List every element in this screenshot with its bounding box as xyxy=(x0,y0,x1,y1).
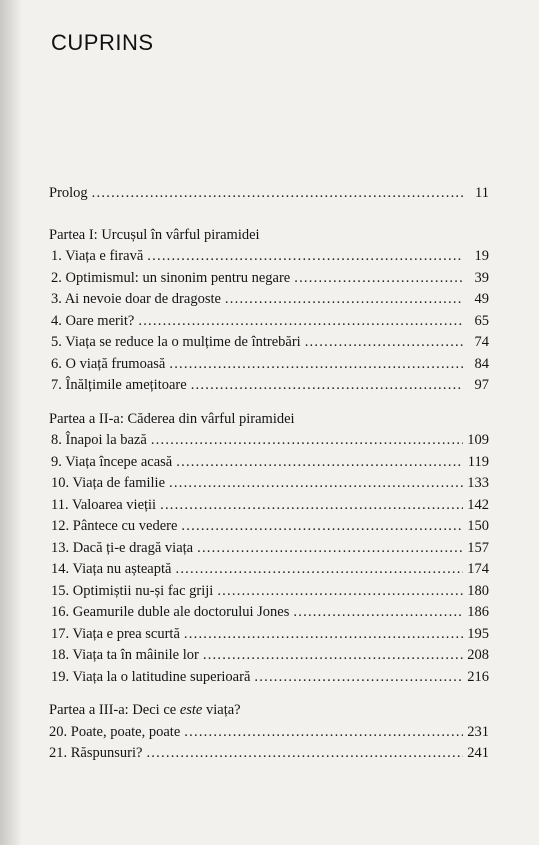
toc-entry-title: 14. Viața nu așteaptă xyxy=(51,561,172,577)
toc-entry[interactable] xyxy=(51,332,489,354)
dot-leader xyxy=(147,246,463,268)
toc-entry-title: 1. Viața e firavă xyxy=(51,248,144,264)
toc-entry-title: 3. Ai nevoie doar de dragoste xyxy=(51,291,221,307)
dot-leader xyxy=(181,516,463,538)
toc-entry-title: 17. Viața e prea scurtă xyxy=(51,625,180,642)
dot-leader xyxy=(92,183,463,205)
toc-entry-title: 10. Viața de familie xyxy=(51,475,166,491)
toc-entry[interactable] xyxy=(51,602,489,624)
toc-entry-title: 16. Geamurile duble ale doctorului Jones xyxy=(51,604,290,620)
page-edge-shadow xyxy=(0,0,22,845)
toc-entry[interactable] xyxy=(51,516,489,538)
part-chapter-list xyxy=(49,246,489,397)
toc-entry[interactable] xyxy=(51,645,489,667)
toc-entry-title: 5. Viața se reduce la o mulțime de întrebări xyxy=(51,334,301,350)
toc-entry-title: 13. Dacă ți-e dragă viața xyxy=(51,539,194,556)
toc-entry-title: 6. O viață frumoasă xyxy=(51,355,166,372)
dot-leader xyxy=(175,559,463,581)
toc-entry-page: 65 xyxy=(474,312,489,329)
dot-leader xyxy=(146,743,463,765)
dot-leader xyxy=(169,354,463,376)
toc-entry-title: 8. Înapoi la bază xyxy=(51,432,147,448)
toc-entry-title: 19. Viața la o latitudine superioară xyxy=(51,668,251,685)
toc-entry[interactable] xyxy=(51,246,489,268)
toc-entry-page: 74 xyxy=(474,334,489,350)
toc-entry-page: 142 xyxy=(467,496,489,513)
toc-entry-title: 21. Răspunsuri? xyxy=(49,745,143,761)
toc-entry-page: 84 xyxy=(474,355,489,372)
toc-entry-page: 97 xyxy=(474,377,489,393)
toc-entry[interactable] xyxy=(51,268,489,290)
dot-leader xyxy=(191,375,463,397)
dot-leader xyxy=(293,602,463,624)
toc-entry-title: 15. Optimiștii nu-și fac griji xyxy=(51,582,214,599)
toc-entry-page: 19 xyxy=(474,248,489,264)
toc-entry-page: 133 xyxy=(467,475,489,491)
toc-entry[interactable] xyxy=(51,559,489,581)
toc-entry[interactable] xyxy=(51,667,489,689)
dot-leader xyxy=(197,538,463,560)
table-of-contents xyxy=(49,183,489,765)
toc-entry-page: 109 xyxy=(467,432,489,448)
dot-leader xyxy=(160,495,463,517)
toc-entry-page: 174 xyxy=(467,561,489,577)
toc-entry[interactable] xyxy=(51,473,489,495)
toc-entry-title: 9. Viața începe acasă xyxy=(51,453,173,470)
toc-entry-page: 231 xyxy=(467,723,489,740)
dot-leader xyxy=(176,452,463,474)
dot-leader xyxy=(294,268,463,290)
dot-leader xyxy=(305,332,463,354)
toc-entry-page: 241 xyxy=(467,745,489,761)
toc-entry-title: 12. Pântece cu vedere xyxy=(51,518,178,534)
part-title xyxy=(49,700,489,722)
toc-entry-title: 11. Valoarea vieții xyxy=(51,496,157,513)
toc-entry[interactable] xyxy=(51,289,489,311)
dot-leader xyxy=(203,645,463,667)
toc-entry[interactable] xyxy=(49,743,489,765)
dot-leader xyxy=(138,311,463,333)
dot-leader xyxy=(225,289,463,311)
part-chapter-list xyxy=(49,722,489,765)
toc-entry[interactable] xyxy=(51,452,489,474)
dot-leader xyxy=(254,667,463,689)
toc-entry-title: 2. Optimismul: un sinonim pentru negare xyxy=(51,269,291,286)
part-chapter-list xyxy=(49,430,489,688)
toc-entry-title: 18. Viața ta în mâinile lor xyxy=(51,647,199,663)
part-title-prefix: Partea a III-a: Deci ce xyxy=(49,702,180,718)
dot-leader xyxy=(151,430,463,452)
toc-entry-page: 119 xyxy=(467,453,489,470)
toc-entry-title: Prolog xyxy=(49,185,88,201)
toc-entry-page: 208 xyxy=(467,647,489,663)
toc-entry[interactable] xyxy=(51,311,489,333)
toc-entry[interactable] xyxy=(51,354,489,376)
toc-entry-page: 150 xyxy=(467,518,489,534)
toc-entry-prolog[interactable] xyxy=(49,183,489,205)
toc-entry-page: 11 xyxy=(475,185,489,201)
toc-entry[interactable] xyxy=(49,722,489,744)
toc-entry[interactable] xyxy=(51,430,489,452)
page-title: CUPRINS xyxy=(51,30,154,55)
toc-entry-title: 7. Înălțimile amețitoare xyxy=(51,377,187,393)
toc-entry[interactable] xyxy=(51,495,489,517)
toc-entry-title: 4. Oare merit? xyxy=(51,312,135,329)
toc-entry-title: 20. Poate, poate, poate xyxy=(49,723,181,740)
toc-entry-page: 186 xyxy=(467,604,489,620)
part-title: Partea a II-a: Căderea din vârful piramidei xyxy=(49,410,295,427)
dot-leader xyxy=(169,473,463,495)
toc-entry-page: 216 xyxy=(467,668,489,685)
toc-entry[interactable] xyxy=(51,581,489,603)
toc-entry[interactable] xyxy=(51,624,489,646)
dot-leader xyxy=(184,722,463,744)
toc-entry[interactable] xyxy=(51,538,489,560)
dot-leader xyxy=(184,624,463,646)
part-title-suffix: viața? xyxy=(202,702,241,718)
toc-entry-page: 39 xyxy=(474,269,489,286)
toc-entry-page: 49 xyxy=(474,291,489,307)
toc-entry-page: 157 xyxy=(467,539,489,556)
toc-entry-page: 195 xyxy=(467,625,489,642)
part-title: Partea I: Urcușul în vârful piramidei xyxy=(49,226,260,243)
dot-leader xyxy=(217,581,463,603)
part-title-emphasis: este xyxy=(179,702,203,718)
toc-entry[interactable] xyxy=(51,375,489,397)
toc-entry-page: 180 xyxy=(467,582,489,599)
